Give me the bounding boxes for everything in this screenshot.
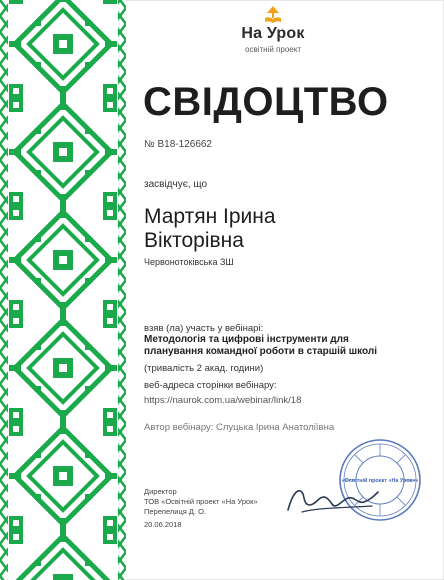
certificate-number: № В18-126662 [144,139,212,150]
certificate-title: СВІДОЦТВО [143,80,389,124]
recipient-name-line1: Мартян Ірина [144,205,276,228]
naurok-logo [232,5,314,55]
certifies-text: засвідчує, що [144,179,208,190]
webinar-author: Автор вебінару: Слуцька Ірина Анатоліївна [144,422,335,433]
director-role: Директор [144,487,177,496]
recipient-school: Червонотоківська ЗШ [144,257,234,267]
stamp-text: «Освітній проект «На Урок»» [341,478,419,484]
webinar-title [144,334,377,358]
logo-title: На Урок [241,25,305,42]
recipient-name [144,205,276,253]
logo-subtitle: освітній проект [245,45,301,54]
director-block [144,487,258,517]
participation-text: взяв (ла) участь у вебінарі: [144,323,264,334]
recipient-name-line2: Вікторівна [144,229,244,252]
company-name: ТОВ «Освітній проект «На Урок» [144,497,258,506]
issue-date: 20.06.2018 [144,520,182,529]
book-lamp-icon [263,5,283,25]
director-name: Перепелиця Д. О. [144,507,207,516]
webinar-duration: (тривалість 2 акад. години) [144,363,264,374]
webinar-page-label: веб-адреса сторінки вебінару: [144,380,277,391]
webinar-title-line1: Методологія та цифрові інструменти для [144,334,349,345]
webinar-title-line2: планування командної роботи в старшій школі [144,346,377,357]
signature-icon [284,478,380,518]
embroidery-ornament [0,0,126,580]
webinar-page-url[interactable]: https://naurok.com.ua/webinar/link/18 [144,395,302,406]
